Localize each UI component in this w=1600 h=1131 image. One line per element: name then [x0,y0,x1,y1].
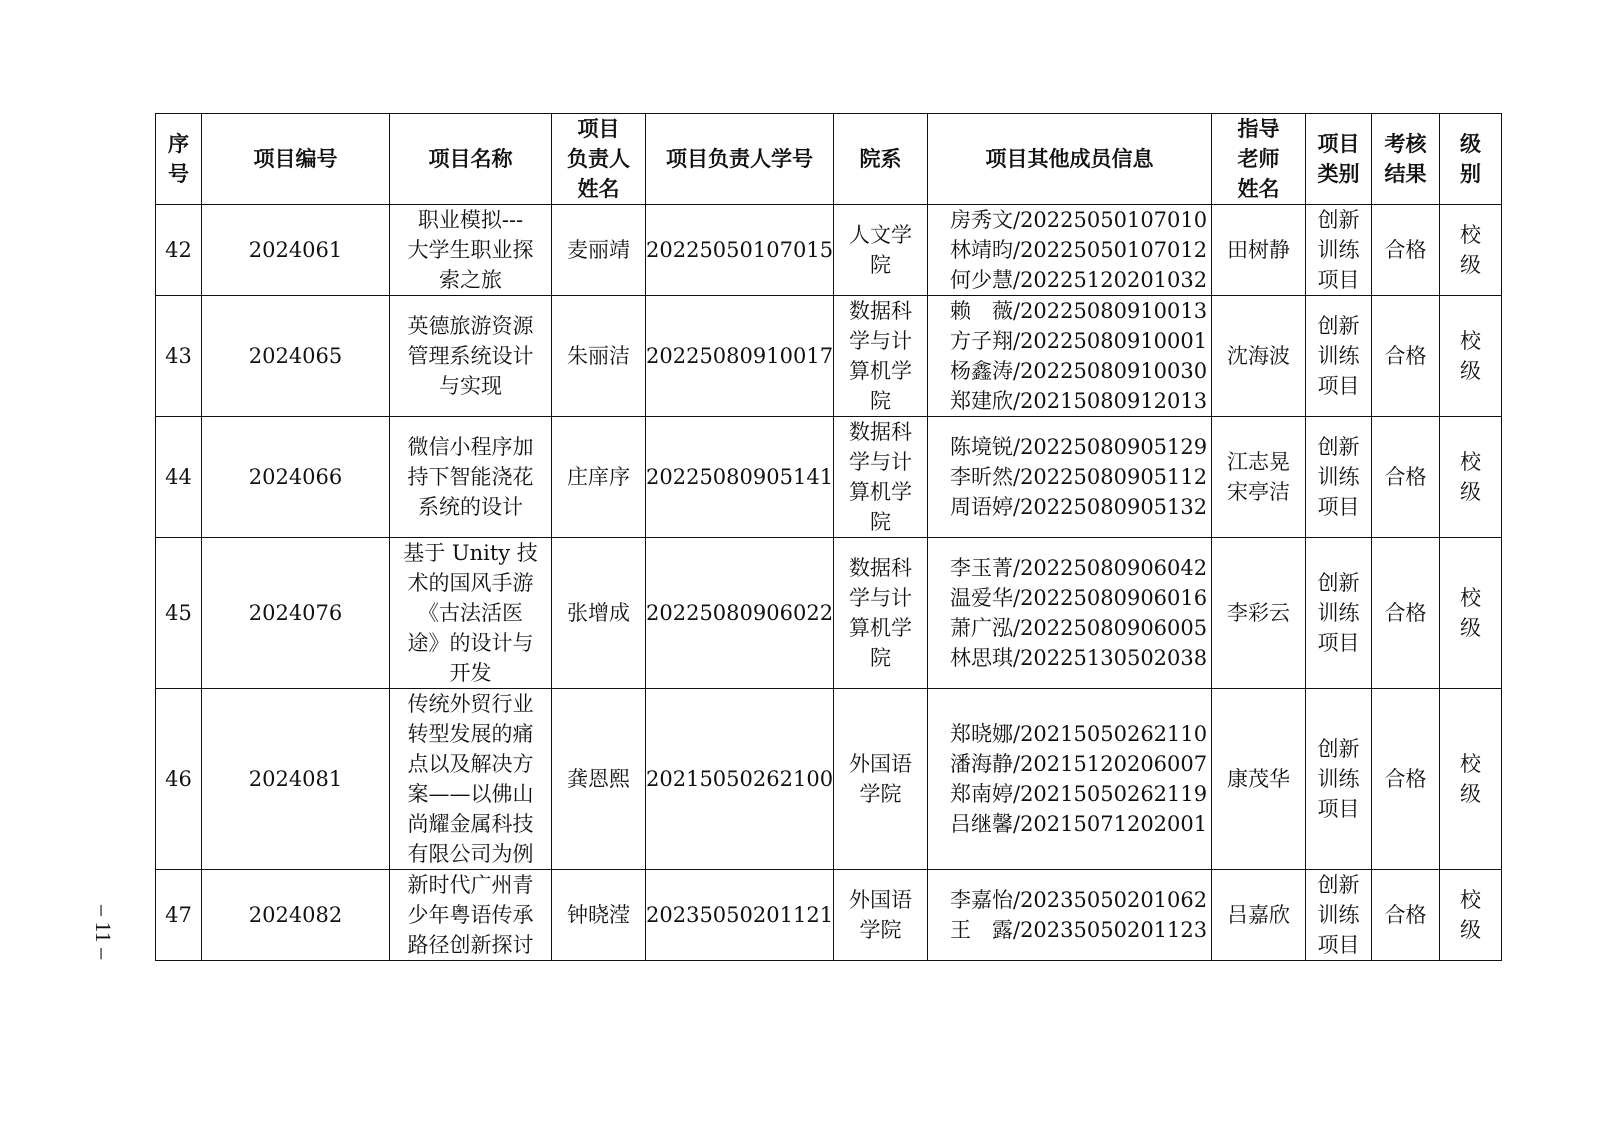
cell-code: 2024061 [202,205,390,296]
cell-leader-id: 20215050262100 [646,689,834,870]
cell-dept: 数据科 学与计 算机学 院 [834,538,928,689]
cell-level: 校 级 [1440,538,1502,689]
cell-leader: 钟晓滢 [552,870,646,961]
header-code: 项目编号 [202,114,390,205]
cell-result: 合格 [1372,296,1440,417]
cell-category: 创新 训练 项目 [1306,689,1372,870]
cell-advisor: 田树静 [1212,205,1306,296]
project-table [155,113,1502,961]
cell-leader-id: 20225080906022 [646,538,834,689]
table-row [156,296,1502,417]
cell-leader: 麦丽靖 [552,205,646,296]
header-leader: 项目 负责人 姓名 [552,114,646,205]
cell-code: 2024081 [202,689,390,870]
cell-category: 创新 训练 项目 [1306,870,1372,961]
cell-seq: 44 [156,417,202,538]
header-row [156,114,1502,205]
cell-leader-id: 20235050201121 [646,870,834,961]
cell-seq: 43 [156,296,202,417]
cell-dept: 外国语 学院 [834,689,928,870]
header-leader-id: 项目负责人学号 [646,114,834,205]
table-row [156,689,1502,870]
cell-result: 合格 [1372,417,1440,538]
cell-project-name: 传统外贸行业 转型发展的痛 点以及解决方 案——以佛山 尚耀金属科技 有限公司为例 [390,689,552,870]
header-result: 考核 结果 [1372,114,1440,205]
cell-leader-id: 20225050107015 [646,205,834,296]
cell-level: 校 级 [1440,870,1502,961]
cell-category: 创新 训练 项目 [1306,205,1372,296]
cell-dept: 外国语 学院 [834,870,928,961]
cell-level: 校 级 [1440,689,1502,870]
cell-level: 校 级 [1440,296,1502,417]
cell-members: 郑晓娜/20215050262110 潘海静/20215120206007 郑南婷/20215050262119 吕继馨/20215071202001 [928,689,1212,870]
cell-advisor: 吕嘉欣 [1212,870,1306,961]
cell-seq: 45 [156,538,202,689]
cell-advisor: 沈海波 [1212,296,1306,417]
cell-advisor: 康茂华 [1212,689,1306,870]
header-seq: 序 号 [156,114,202,205]
cell-code: 2024065 [202,296,390,417]
cell-level: 校 级 [1440,417,1502,538]
table-row [156,205,1502,296]
cell-project-name: 职业模拟--- 大学生职业探 索之旅 [390,205,552,296]
cell-members: 陈境锐/20225080905129 李昕然/20225080905112 周语婷/20225080905132 [928,417,1212,538]
table-row [156,538,1502,689]
cell-dept: 数据科 学与计 算机学 院 [834,417,928,538]
table-row [156,870,1502,961]
cell-seq: 46 [156,689,202,870]
page-number: – 11 – [91,905,116,960]
cell-seq: 42 [156,205,202,296]
header-level: 级 别 [1440,114,1502,205]
cell-advisor: 江志晃 宋亭洁 [1212,417,1306,538]
cell-seq: 47 [156,870,202,961]
header-name: 项目名称 [390,114,552,205]
cell-level: 校 级 [1440,205,1502,296]
cell-code: 2024082 [202,870,390,961]
cell-members: 房秀文/20225050107010 林靖昀/20225050107012 何少慧/20225120201032 [928,205,1212,296]
header-advisor: 指导 老师 姓名 [1212,114,1306,205]
cell-leader-id: 20225080905141 [646,417,834,538]
cell-result: 合格 [1372,689,1440,870]
cell-members: 李嘉怡/20235050201062 王 露/20235050201123 [928,870,1212,961]
cell-leader: 朱丽洁 [552,296,646,417]
cell-result: 合格 [1372,205,1440,296]
cell-leader: 龚恩熙 [552,689,646,870]
header-members: 项目其他成员信息 [928,114,1212,205]
cell-project-name: 微信小程序加 持下智能浇花 系统的设计 [390,417,552,538]
header-category: 项目 类别 [1306,114,1372,205]
cell-code: 2024076 [202,538,390,689]
cell-advisor: 李彩云 [1212,538,1306,689]
cell-category: 创新 训练 项目 [1306,417,1372,538]
cell-category: 创新 训练 项目 [1306,296,1372,417]
cell-code: 2024066 [202,417,390,538]
cell-leader: 张增成 [552,538,646,689]
cell-leader: 庄庠序 [552,417,646,538]
cell-members: 赖 薇/20225080910013 方子翔/20225080910001 杨鑫涛/20225080910030 郑建欣/20215080912013 [928,296,1212,417]
cell-project-name: 新时代广州青 少年粤语传承 路径创新探讨 [390,870,552,961]
cell-project-name: 英德旅游资源 管理系统设计 与实现 [390,296,552,417]
cell-leader-id: 20225080910017 [646,296,834,417]
cell-result: 合格 [1372,870,1440,961]
cell-result: 合格 [1372,538,1440,689]
cell-dept: 数据科 学与计 算机学 院 [834,296,928,417]
table-row [156,417,1502,538]
cell-project-name: 基于 Unity 技 术的国风手游 《古法活医 途》的设计与 开发 [390,538,552,689]
cell-dept: 人文学 院 [834,205,928,296]
header-dept: 院系 [834,114,928,205]
cell-members: 李玉菁/20225080906042 温爱华/20225080906016 萧广泓/20225080906005 林思琪/20225130502038 [928,538,1212,689]
cell-category: 创新 训练 项目 [1306,538,1372,689]
